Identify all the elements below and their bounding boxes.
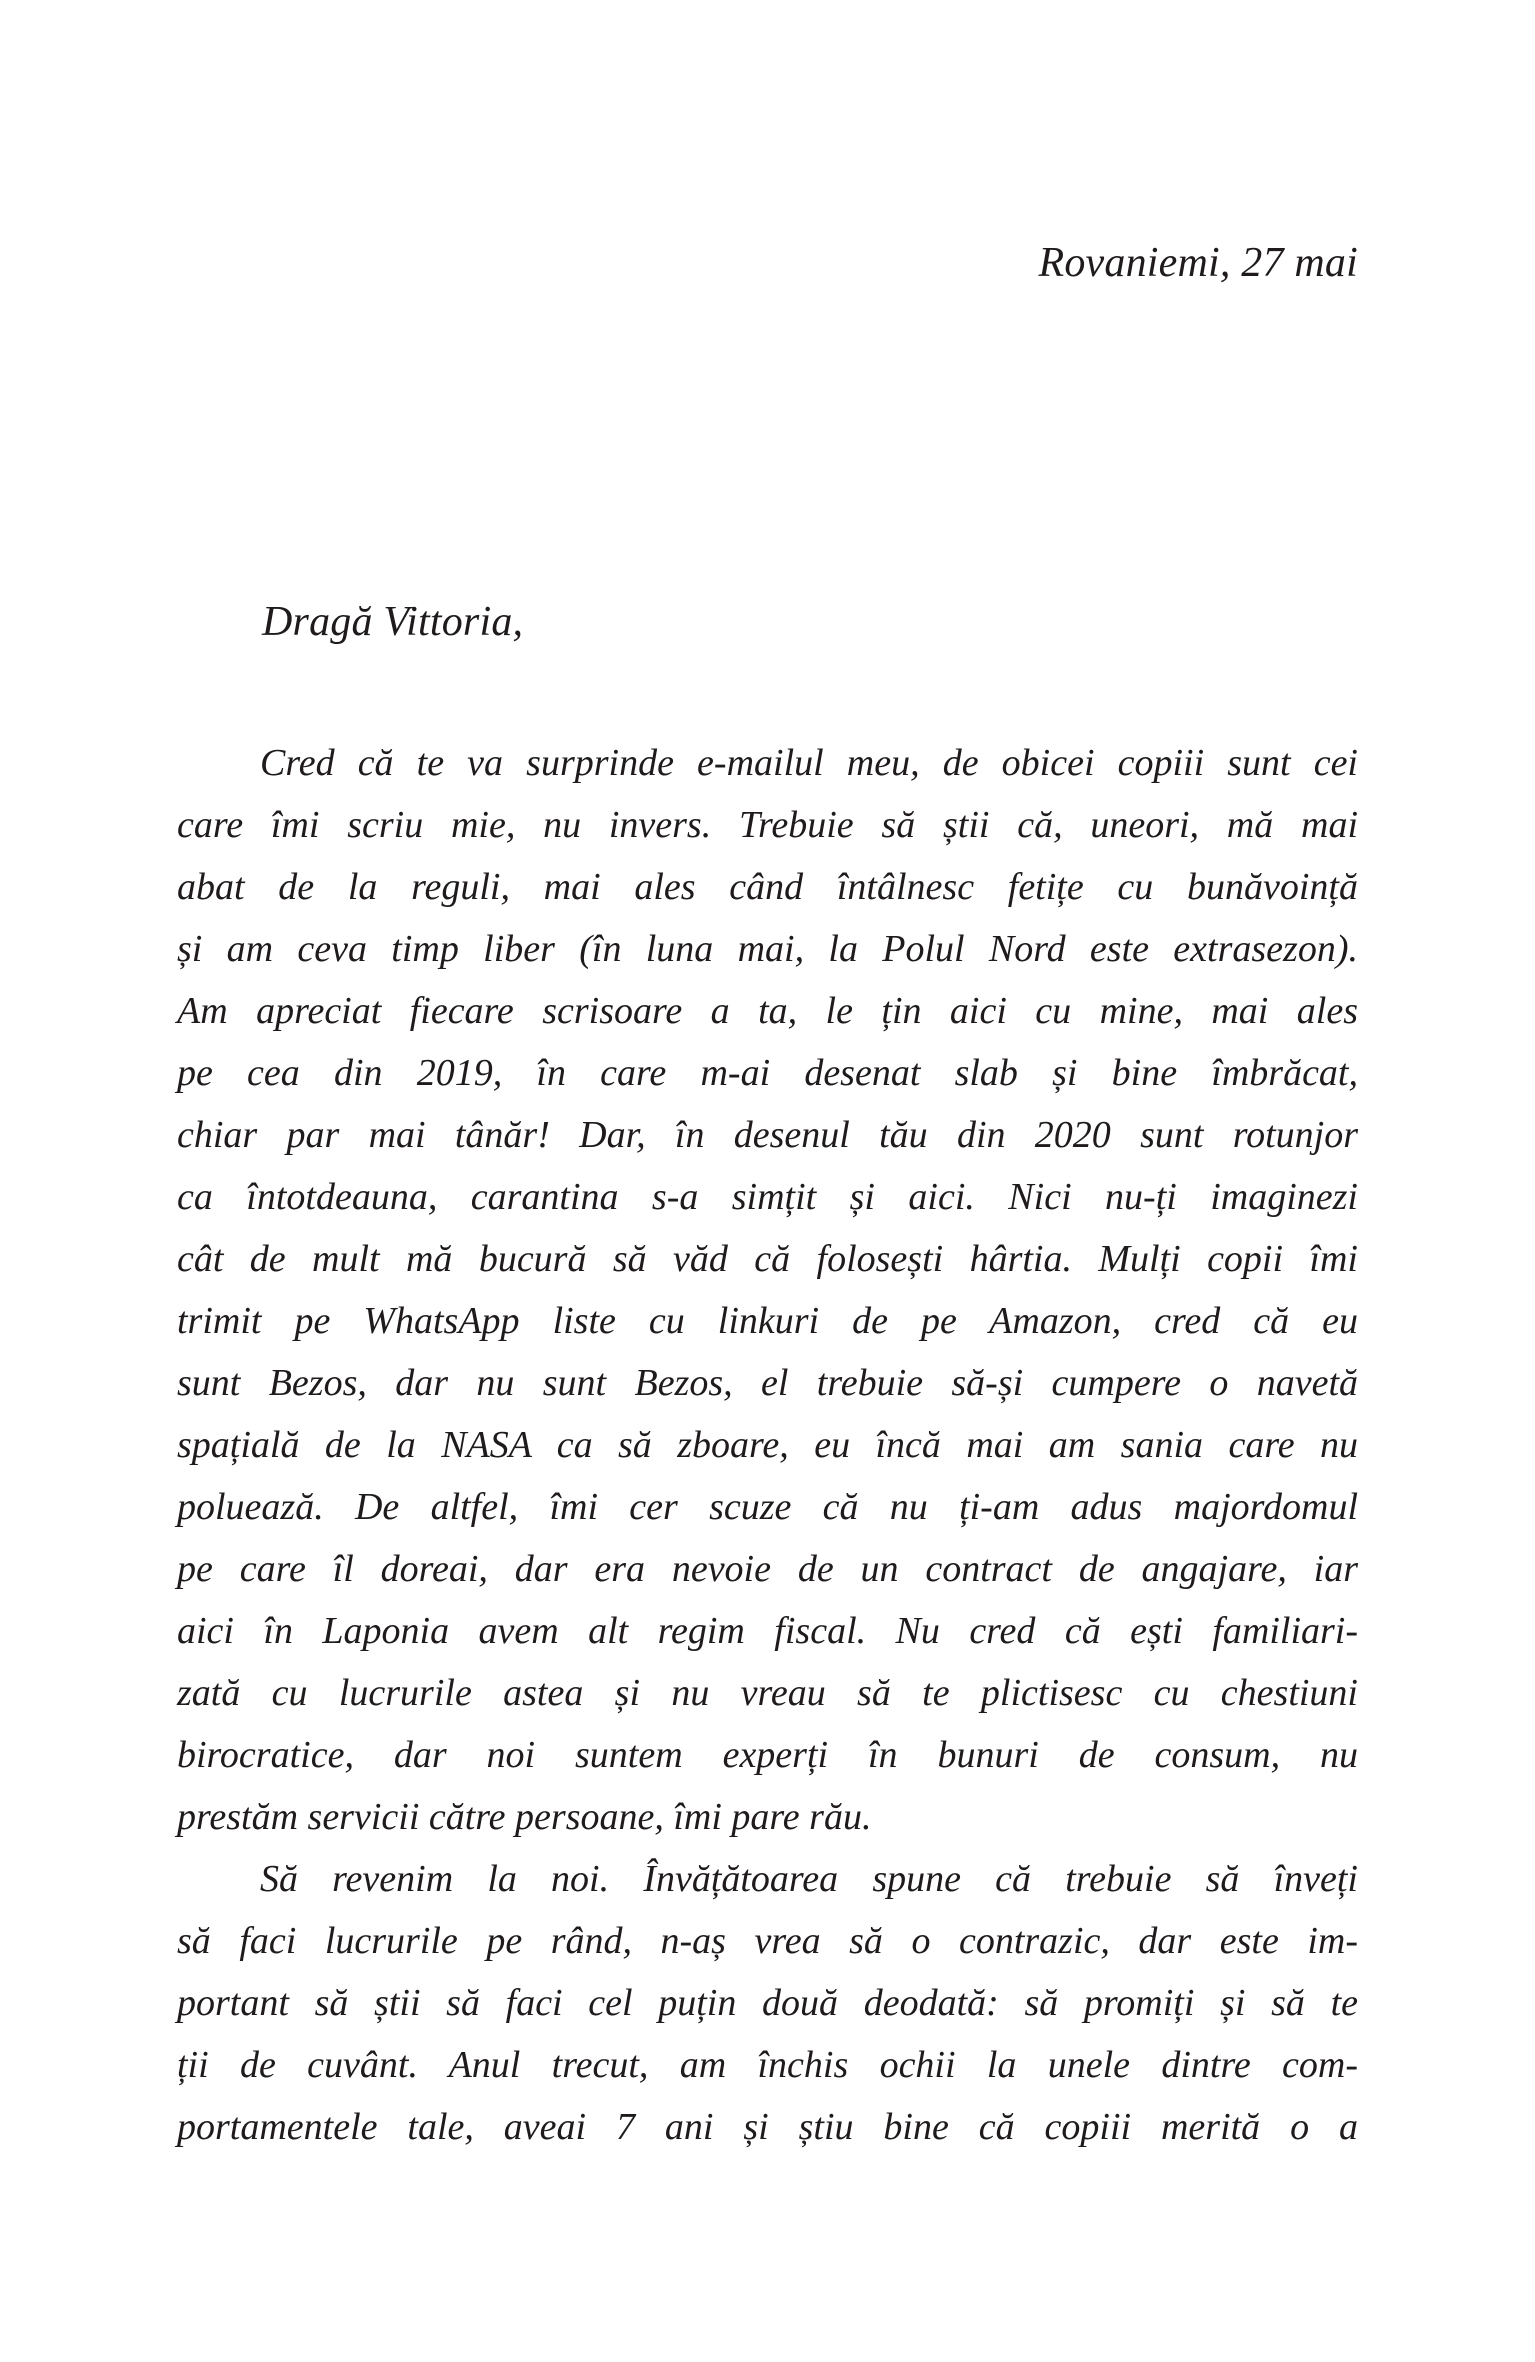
text-line: trimit pe WhatsApp liste cu linkuri de pe Amazon, cred că eu [177, 1300, 1358, 1342]
text-line: Cred că te va surprinde e-mailul meu, de obicei copiii sunt cei [260, 742, 1358, 784]
text-line: cât de mult mă bucură să văd că folosești hârtia. Mulți copii îmi [177, 1238, 1358, 1280]
letter-salutation: Dragă Vittoria, [262, 599, 524, 645]
text-line: să faci lucrurile pe rând, n-aș vrea să o contrazic, dar este im- [177, 1920, 1358, 1962]
text-line: abat de la reguli, mai ales când întâlnesc fetițe cu bunăvoință [177, 866, 1358, 908]
text-line: și am ceva timp liber (în luna mai, la Polul Nord este extrasezon). [177, 928, 1358, 970]
text-line: pe care îl doreai, dar era nevoie de un contract de angajare, iar [177, 1548, 1358, 1590]
text-line: pe cea din 2019, în care m-ai desenat slab și bine îmbrăcat, [177, 1052, 1358, 1094]
text-line: birocratice, dar noi suntem experți în bunuri de consum, nu [177, 1734, 1358, 1776]
text-line: Am apreciat fiecare scrisoare a ta, le țin aici cu mine, mai ales [177, 990, 1358, 1032]
text-line: ții de cuvânt. Anul trecut, am închis ochii la unele dintre com- [177, 2044, 1358, 2086]
text-line: poluează. De altfel, îmi cer scuze că nu ți-am adus majordomul [177, 1486, 1358, 1528]
text-line: portant să știi să faci cel puțin două deodată: să promiți și să te [177, 1982, 1358, 2024]
text-line: sunt Bezos, dar nu sunt Bezos, el trebuie să-și cumpere o navetă [177, 1362, 1358, 1404]
text-line: prestăm servicii către persoane, îmi pare rău. [177, 1796, 872, 1838]
text-line: aici în Laponia avem alt regim fiscal. Nu cred că ești familiari- [177, 1610, 1358, 1652]
text-line: portamentele tale, aveai 7 ani și știu bine că copiii merită o a [177, 2106, 1358, 2148]
letter-dateline: Rovaniemi, 27 mai [1038, 240, 1358, 286]
text-line: spațială de la NASA ca să zboare, eu încă mai am sania care nu [177, 1424, 1358, 1466]
text-line: ca întotdeauna, carantina s-a simțit și aici. Nici nu-ți imaginezi [177, 1176, 1358, 1218]
text-line: care îmi scriu mie, nu invers. Trebuie să știi că, uneori, mă mai [177, 804, 1358, 846]
letter-body [177, 732, 1358, 2158]
text-line: chiar par mai tânăr! Dar, în desenul tău din 2020 sunt rotunjor [177, 1114, 1358, 1156]
text-line: Să revenim la noi. Învățătoarea spune că trebuie să înveți [260, 1858, 1358, 1900]
text-line: zată cu lucrurile astea și nu vreau să te plictisesc cu chestiuni [177, 1672, 1358, 1714]
